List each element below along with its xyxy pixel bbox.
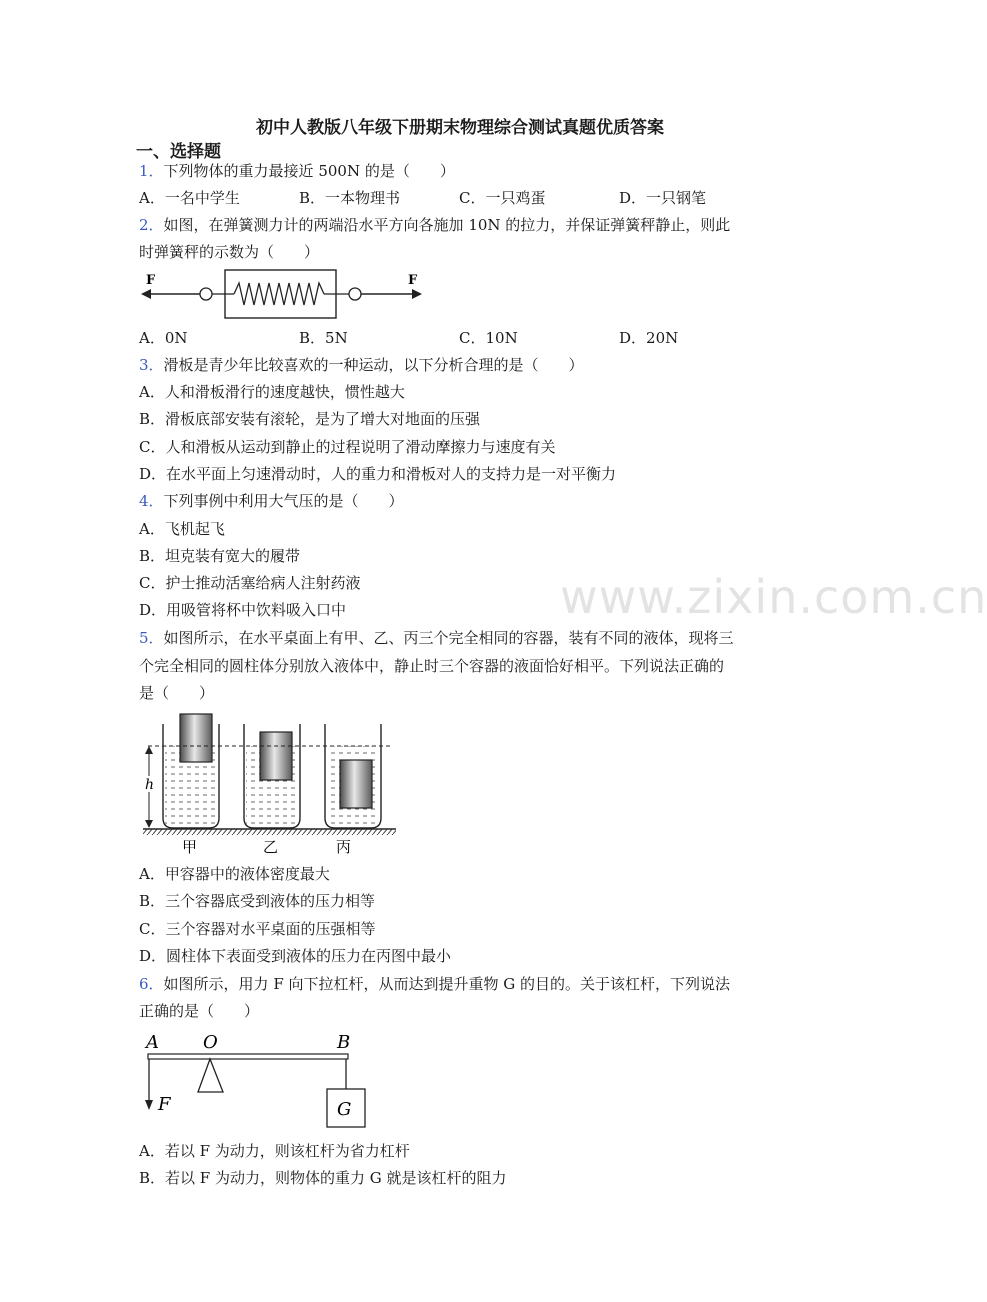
q2-option-d: D．20N	[619, 329, 679, 347]
q3-option-d: D．在水平面上匀速滑动时，人的重力和滑板对人的支持力是一对平衡力	[139, 465, 617, 483]
question-3	[139, 355, 584, 375]
spring-scale-figure	[138, 266, 428, 322]
containers-figure	[138, 708, 400, 858]
question-text: 滑板是青少年比较喜欢的一种运动，以下分析合理的是（ ）	[163, 356, 584, 374]
q1-option-b: B．一本物理书	[299, 189, 401, 207]
container-label-yi: 乙	[263, 838, 279, 856]
question-text: 如图所示，用力 F 向下拉杠杆，从而达到提升重物 G 的目的。关于该杠杆，下列说法	[163, 975, 731, 993]
point-o-label: O	[203, 1032, 218, 1053]
question-4	[139, 491, 404, 511]
q5-option-b: B．三个容器底受到液体的压力相等	[139, 892, 376, 910]
q1-option-c: C．一只鸡蛋	[459, 189, 546, 207]
question-number: 3．	[139, 356, 164, 374]
q5-option-c: C．三个容器对水平桌面的压强相等	[139, 920, 376, 938]
q3-option-b: B．滑板底部安装有滚轮，是为了增大对地面的压强	[139, 410, 481, 428]
question-number: 4．	[139, 492, 164, 510]
height-label: h	[145, 777, 155, 793]
question-text: 下列事例中利用大气压的是（ ）	[163, 492, 404, 510]
q6-option-b: B．若以 F 为动力，则物体的重力 G 就是该杠杆的阻力	[139, 1169, 507, 1187]
watermark: www.zixin.com.cn	[560, 570, 987, 624]
q5-option-a: A．甲容器中的液体密度最大	[139, 865, 330, 883]
q4-option-c: C．护士推动活塞给病人注射药液	[139, 574, 361, 592]
q3-option-c: C．人和滑板从运动到静止的过程说明了滑动摩擦力与速度有关	[139, 438, 556, 456]
q2-option-a: A．0N	[139, 329, 188, 347]
question-text: 如图所示，在水平桌面上有甲、乙、丙三个完全相同的容器，装有不同的液体，现将三	[163, 629, 734, 647]
q1-option-a: A．一名中学生	[139, 189, 240, 207]
q4-option-d: D．用吸管将杯中饮料吸入口中	[139, 601, 347, 619]
question-number: 1．	[139, 162, 164, 180]
question-text: 如图，在弹簧测力计的两端沿水平方向各施加 10N 的拉力，并保证弹簧秤静止，则此	[163, 216, 731, 234]
q5-option-d: D．圆柱体下表面受到液体的压力在丙图中最小	[139, 947, 452, 965]
container-label-jia: 甲	[182, 838, 198, 856]
force-f-label: F	[158, 1094, 171, 1115]
question-2-line-2: 时弹簧秤的示数为（ ）	[139, 243, 320, 261]
question-5-line-3: 是（ ）	[139, 684, 215, 702]
container-label-bing: 丙	[336, 838, 352, 856]
question-5-line-2: 个完全相同的圆柱体分别放入液体中，静止时三个容器的液面恰好相平。下列说法正确的	[139, 657, 725, 675]
question-5	[139, 628, 734, 648]
question-number: 5．	[139, 629, 164, 647]
q1-option-d: D．一只钢笔	[619, 189, 707, 207]
question-6-line-2: 正确的是（ ）	[139, 1002, 260, 1020]
lever-figure	[138, 1026, 378, 1134]
q2-option-c: C．10N	[459, 329, 518, 347]
question-2	[139, 215, 730, 235]
question-6	[139, 974, 730, 994]
q2-option-b: B．5N	[299, 329, 348, 347]
point-a-label: A	[146, 1032, 159, 1053]
q4-option-a: A．飞机起飞	[139, 520, 225, 538]
question-number: 6．	[139, 975, 164, 993]
q4-option-b: B．坦克装有宽大的履带	[139, 547, 301, 565]
question-text: 下列物体的重力最接近 500N 的是（ ）	[163, 162, 455, 180]
q6-option-a: A．若以 F 为动力，则该杠杆为省力杠杆	[139, 1142, 410, 1160]
section-heading: 一、选择题	[136, 142, 221, 162]
force-label-right: F	[408, 273, 418, 288]
question-number: 2．	[139, 216, 164, 234]
page-title: 初中人教版八年级下册期末物理综合测试真题优质答案	[256, 118, 664, 138]
question-1	[139, 161, 455, 181]
weight-g-label: G	[337, 1099, 352, 1120]
force-label-left: F	[146, 273, 156, 288]
point-b-label: B	[337, 1032, 351, 1053]
q3-option-a: A．人和滑板滑行的速度越快，惯性越大	[139, 383, 405, 401]
